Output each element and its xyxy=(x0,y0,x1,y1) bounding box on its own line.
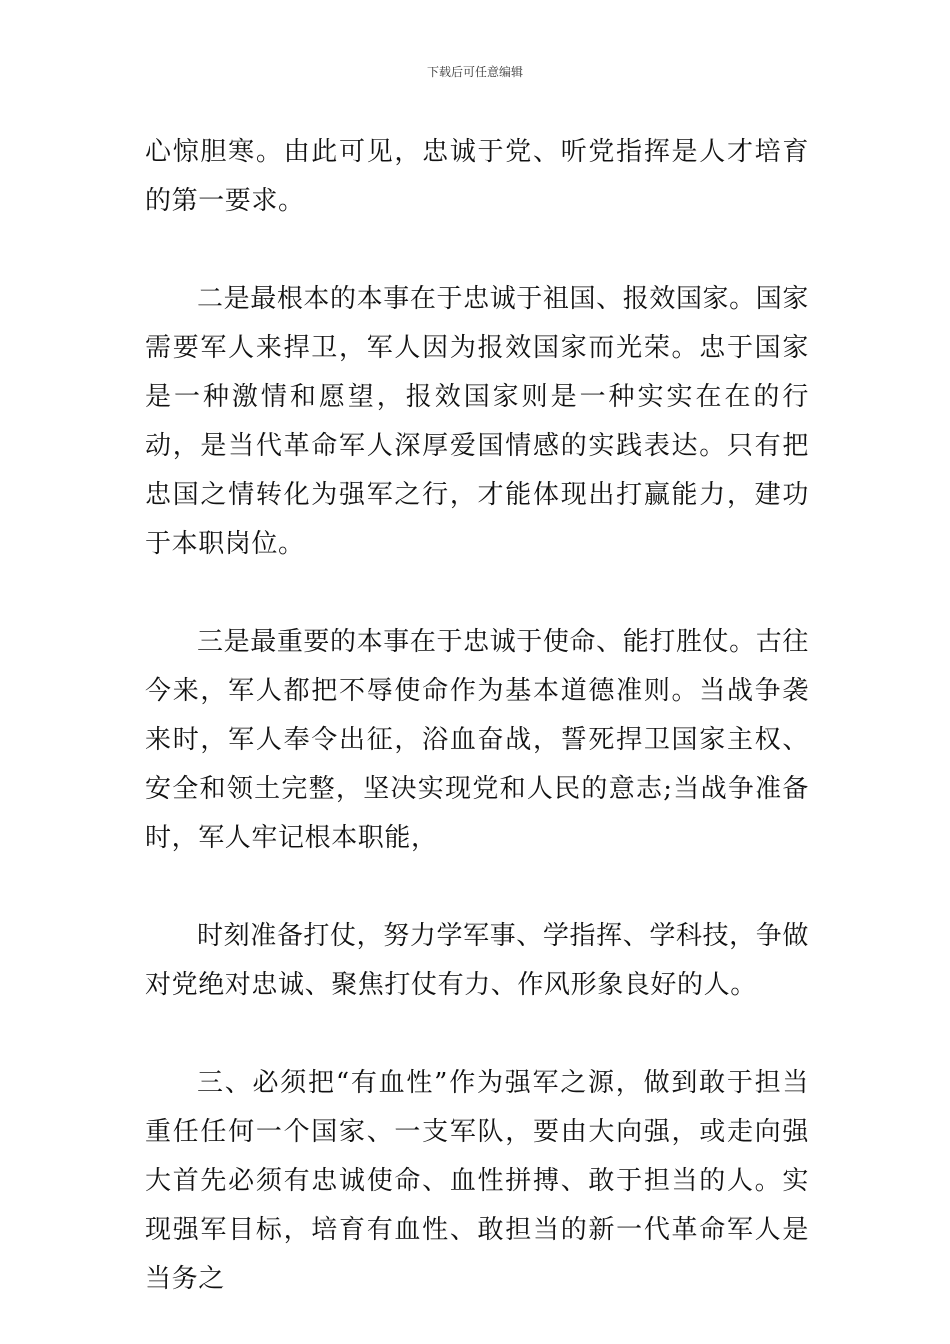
paragraph-gap xyxy=(145,569,809,618)
paragraph-4: 时刻准备打仗，努力学军事、学指挥、学科技，争做对党绝对忠诚、聚焦打仗有力、作风形象良好的人。 xyxy=(145,921,809,1000)
paragraph-gap xyxy=(145,1010,809,1059)
paragraph-gap xyxy=(145,226,809,275)
paragraph-gap xyxy=(145,863,809,912)
document-body xyxy=(145,128,809,1304)
paragraph-3: 三是最重要的本事在于忠诚于使命、能打胜仗。古往今来，军人都把不辱使命作为基本道德准则。当战争袭来时，军人奉令出征，浴血奋战，誓死捍卫国家主权、安全和领土完整，坚决实现党和人民的意志;当战争准备时，军人牢记根本职能， xyxy=(145,627,809,853)
paragraph-1: 心惊胆寒。由此可见，忠诚于党、听党指挥是人才培育的第一要求。 xyxy=(145,137,809,216)
paragraph-5: 三、必须把“有血性”作为强军之源，做到敢于担当重任任何一个国家、一支军队，要由大向强，或走向强大首先必须有忠诚使命、血性拼搏、敢于担当的人。实现强军目标，培育有血性、敢担当的新一代革命军人是当务之 xyxy=(145,1068,809,1294)
page-header: 下载后可任意编辑 xyxy=(426,65,523,79)
paragraph-2: 二是最根本的本事在于忠诚于祖国、报效国家。国家需要军人来捍卫，军人因为报效国家而光荣。忠于国家是一种激情和愿望，报效国家则是一种实实在在的行动，是当代革命军人深厚爱国情感的实践表达。只有把忠国之情转化为强军之行，才能体现出打赢能力，建功于本职岗位。 xyxy=(145,284,809,559)
